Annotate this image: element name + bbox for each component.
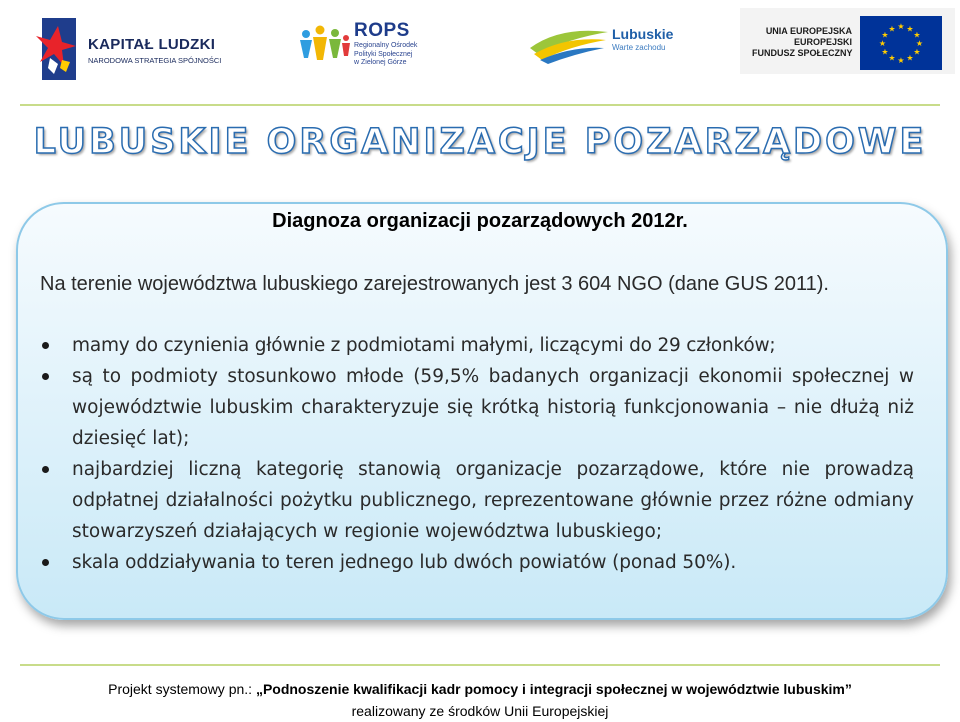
lubuskie-logo	[530, 18, 680, 68]
page-title: LUBUSKIE ORGANIZACJE POZARZĄDOWE	[33, 122, 927, 162]
svg-text:★: ★	[881, 47, 889, 57]
rops-logo	[298, 20, 428, 70]
list-item-text: skala oddziaływania to teren jednego lub dwóch powiatów (ponad 50%).	[72, 552, 737, 573]
rops-title: ROPS	[354, 20, 410, 41]
list-item	[40, 361, 914, 454]
lubuskie-title: Lubuskie	[612, 26, 674, 42]
list-item	[40, 330, 914, 361]
svg-text:★: ★	[888, 24, 896, 34]
eu-line: FUNDUSZ SPOŁECZNY	[752, 48, 853, 58]
footer	[0, 678, 960, 722]
intro-paragraph: Na terenie województwa lubuskiego zarejestrowanych jest 3 604 NGO (dane GUS 2011).	[40, 273, 829, 295]
svg-text:★: ★	[913, 30, 921, 40]
findings-list	[40, 330, 914, 578]
svg-text:★: ★	[878, 39, 887, 48]
eu-flag-icon	[860, 16, 942, 70]
list-item	[40, 547, 914, 578]
bullet-icon	[42, 373, 49, 380]
eu-line: EUROPEJSKI	[793, 37, 852, 47]
eu-line: UNIA EUROPEJSKA	[765, 26, 852, 36]
header-divider	[20, 104, 940, 106]
svg-text:★: ★	[915, 39, 924, 48]
svg-text:★: ★	[913, 47, 921, 57]
kapital-ludzki-star-icon	[36, 18, 76, 80]
content-subtitle: Diagnoza organizacji pozarządowych 2012r.	[272, 210, 688, 232]
lubuskie-subtitle: Warte zachodu	[612, 43, 666, 52]
svg-text:★: ★	[881, 30, 889, 40]
bullet-icon	[42, 559, 49, 566]
svg-text:★: ★	[897, 56, 905, 65]
kapital-ludzki-logo	[36, 14, 256, 84]
svg-text:★: ★	[888, 53, 896, 63]
kapital-ludzki-subtitle: NARODOWA STRATEGIA SPÓJNOŚCI	[88, 56, 222, 65]
svg-text:★: ★	[906, 53, 914, 63]
kapital-ludzki-title: KAPITAŁ LUDZKI	[88, 36, 216, 53]
rops-figures-icon	[298, 24, 350, 64]
list-item-text: są to podmioty stosunkowo młode (59,5% badanych organizacji ekonomii społecznej w województwie lubuskim charakteryzuje się krótką historią funkcjonowania – nie dłużą niż dziesięć lat);	[72, 366, 914, 449]
list-item-text: mamy do czynienia głównie z podmiotami małymi, liczącymi do 29 członków;	[72, 335, 776, 356]
footer-project-name: „Podnoszenie kwalifikacji kadr pomocy i integracji społecznej w województwie lubuskim”	[255, 681, 852, 697]
footer-funding-line: realizowany ze środków Unii Europejskiej	[351, 703, 609, 719]
svg-text:★: ★	[897, 22, 905, 31]
rops-line: Polityki Społecznej	[354, 50, 413, 58]
eu-logo	[740, 8, 955, 74]
bullet-icon	[42, 342, 49, 349]
svg-text:★: ★	[906, 24, 914, 34]
rops-line: Regionalny Ośrodek	[354, 42, 418, 49]
footer-project-line	[0, 678, 960, 700]
footer-prefix: Projekt systemowy pn.:	[108, 681, 256, 697]
list-item	[40, 454, 914, 547]
bullet-icon	[42, 466, 49, 473]
list-item-text: najbardziej liczną kategorię stanowią organizacje pozarządowe, które nie prowadzą odpłatnej działalności pożytku publicznego, reprezentowane głównie przez różne odmiany stowarzyszeń działających w regionie województwa lubuskiego;	[72, 459, 914, 542]
lubuskie-wave-icon	[530, 24, 608, 64]
rops-line: w Zielonej Górze	[354, 59, 407, 66]
footer-divider	[20, 664, 940, 666]
